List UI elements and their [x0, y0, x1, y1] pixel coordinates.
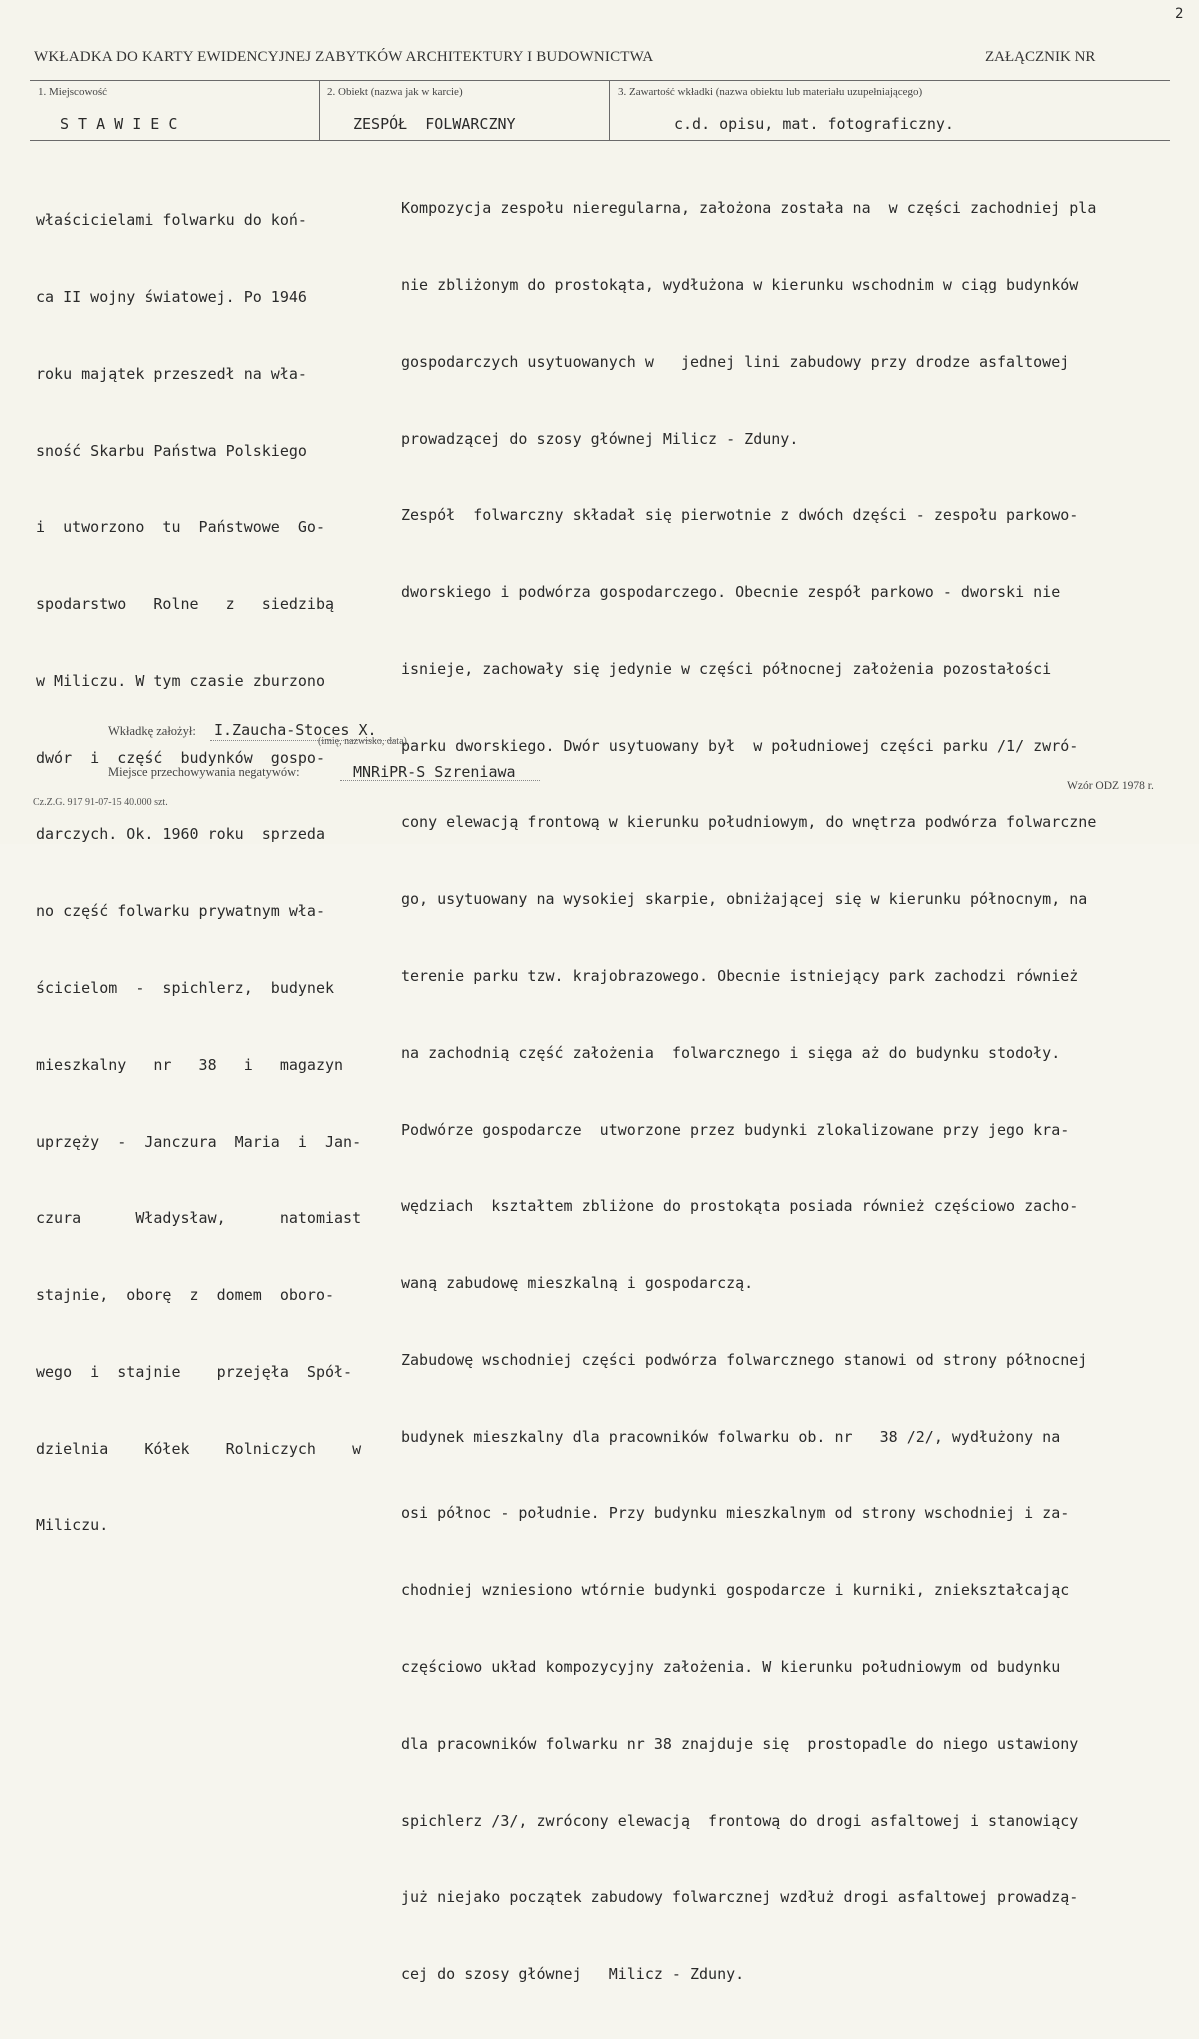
right-text-line: budynek mieszkalny dla pracowników folwarku ob. nr 38 /2/, wydłużony na	[401, 1427, 1061, 1446]
right-text-line: prowadzącej do szosy głównej Milicz - Zduny.	[401, 429, 799, 448]
left-text-line: w Miliczu. W tym czasie zburzono	[36, 671, 325, 690]
right-text-line: cony elewacją frontową w kierunku południowym, do wnętrza podwórza folwarczne	[401, 813, 1097, 832]
left-text-line: i utworzono tu Państwowe Go-	[36, 518, 325, 537]
left-text-line: mieszkalny nr 38 i magazyn	[36, 1055, 344, 1074]
field-divider-2	[609, 81, 610, 140]
contents-label: 3. Zawartość wkładki (nazwa obiektu lub materiału uzupełniającego)	[618, 86, 923, 98]
right-text-line: cej do szosy głównej Milicz - Zduny.	[401, 1965, 745, 1984]
left-text-line: wego i stajnie przejęła Spół-	[36, 1362, 353, 1381]
left-text-line: roku majątek przeszedł na wła-	[36, 364, 307, 383]
object-label: 2. Obiekt (nazwa jak w karcie)	[327, 86, 463, 98]
negatives-label: Miejsce przechowywania negatywów:	[108, 765, 300, 779]
right-text-column	[401, 145, 1181, 2039]
right-text-line: spichlerz /3/, zwrócony elewacją frontową do drogi asfaltowej i stanowiący	[401, 1811, 1079, 1830]
right-text-line: osi północ - południe. Przy budynku mieszkalnym od strony wschodniej i za-	[401, 1504, 1070, 1523]
right-text-line: na zachodnią część założenia folwarcznego i sięga aż do budynku stodoły.	[401, 1043, 1061, 1062]
created-by-label: Wkładkę założył:	[108, 724, 196, 738]
right-text-line: dla pracowników folwarku nr 38 znajduje się prostopadle do niego ustawiony	[401, 1734, 1079, 1753]
left-text-line: sność Skarbu Państwa Polskiego	[36, 441, 307, 460]
left-text-line: czura Władysław, natomiast	[36, 1209, 362, 1228]
right-text-line: waną zabudowę mieszkalną i gospodarczą.	[401, 1274, 754, 1293]
right-text-line: Podwórze gospodarcze utworzone przez budynki zlokalizowane przy jego kra-	[401, 1120, 1070, 1139]
left-text-line: spodarstwo Rolne z siedzibą	[36, 595, 335, 614]
form-pattern: Wzór ODZ 1978 r.	[1067, 780, 1154, 792]
negatives-location-value: MNRiPR-S Szreniawa	[353, 763, 516, 781]
left-text-line: no część folwarku prywatnym wła-	[36, 902, 325, 921]
object-value: ZESPÓŁ FOLWARCZNY	[353, 115, 516, 133]
contents-value: c.d. opisu, mat. fotograficzny.	[674, 115, 954, 133]
left-text-column	[36, 157, 366, 1590]
right-text-line: Kompozycja zespołu nieregularna, założona została na w części zachodniej pla	[401, 199, 1097, 218]
locality-label: 1. Miejscowość	[38, 86, 108, 98]
right-text-line: już niejako początek zabudowy folwarcznej wzdłuż drogi asfaltowej prowadzą-	[401, 1888, 1079, 1907]
right-text-line: isnieje, zachowały się jedynie w części północnej założenia pozostałości	[401, 659, 1052, 678]
right-text-line: dworskiego i podwórza gospodarczego. Obecnie zespół parkowo - dworski nie	[401, 583, 1061, 602]
form-title: WKŁADKA DO KARTY EWIDENCYJNEJ ZABYTKÓW ARCHITEKTURY I BUDOWNICTWA	[34, 49, 654, 65]
print-info: Cz.Z.G. 917 91-07-15 40.000 szt.	[33, 797, 168, 808]
locality-value: S T A W I E C	[60, 115, 178, 133]
left-text-line: Miliczu.	[36, 1516, 109, 1535]
page-number: 2	[1175, 6, 1184, 22]
header-rule-bottom	[30, 140, 1170, 141]
left-text-line: ścicielom - spichlerz, budynek	[36, 979, 335, 997]
left-text-line: stajnie, oborę z domem oboro-	[36, 1286, 335, 1305]
right-text-line: nie zbliżonym do prostokąta, wydłużona w kierunku wschodnim w ciąg budynków	[401, 275, 1079, 294]
created-by-sublabel: (imię, nazwisko, data)	[318, 736, 407, 747]
left-text-line: darczych. Ok. 1960 roku sprzeda	[36, 825, 325, 844]
right-text-line: Zespół folwarczny składał się pierwotnie z dwóch dzęści - zespołu parkowo-	[401, 506, 1079, 525]
left-text-line: uprzęży - Janczura Maria i Jan-	[36, 1132, 362, 1151]
left-text-line: właścicielami folwarku do koń-	[36, 211, 307, 230]
right-text-line: częściowo układ kompozycyjny założenia. W kierunku południowym od budynku	[401, 1658, 1061, 1677]
right-text-line: chodniej wzniesiono wtórnie budynki gospodarcze i kurniki, zniekształcając	[401, 1581, 1070, 1600]
left-text-line: ca II wojny światowej. Po 1946	[36, 287, 307, 306]
left-text-line: dzielnia Kółek Rolniczych w	[36, 1439, 362, 1458]
right-text-line: go, usytuowany na wysokiej skarpie, obniżającej się w kierunku północnym, na	[401, 890, 1088, 909]
attachment-number-label: ZAŁĄCZNIK NR	[985, 49, 1096, 65]
right-text-line: wędziach kształtem zbliżone do prostokąta posiada również częściowo zacho-	[401, 1197, 1079, 1216]
right-text-line: Zabudowę wschodniej części podwórza folwarcznego stanowi od strony północnej	[401, 1350, 1088, 1369]
right-text-line: gospodarczych usytuowanych w jednej lini zabudowy przy drodze asfaltowej	[401, 352, 1070, 371]
field-divider-1	[319, 81, 320, 140]
right-text-line: parku dworskiego. Dwór usytuowany był w południowej części parku /1/ zwró-	[401, 736, 1079, 755]
created-by-value: I.Zaucha-Stoces X.	[214, 721, 377, 739]
right-text-line: terenie parku tzw. krajobrazowego. Obecnie istniejący park zachodzi również	[401, 967, 1079, 985]
header-rule-top	[30, 80, 1170, 81]
left-text-line: dwór i część budynków gospo-	[36, 748, 325, 767]
